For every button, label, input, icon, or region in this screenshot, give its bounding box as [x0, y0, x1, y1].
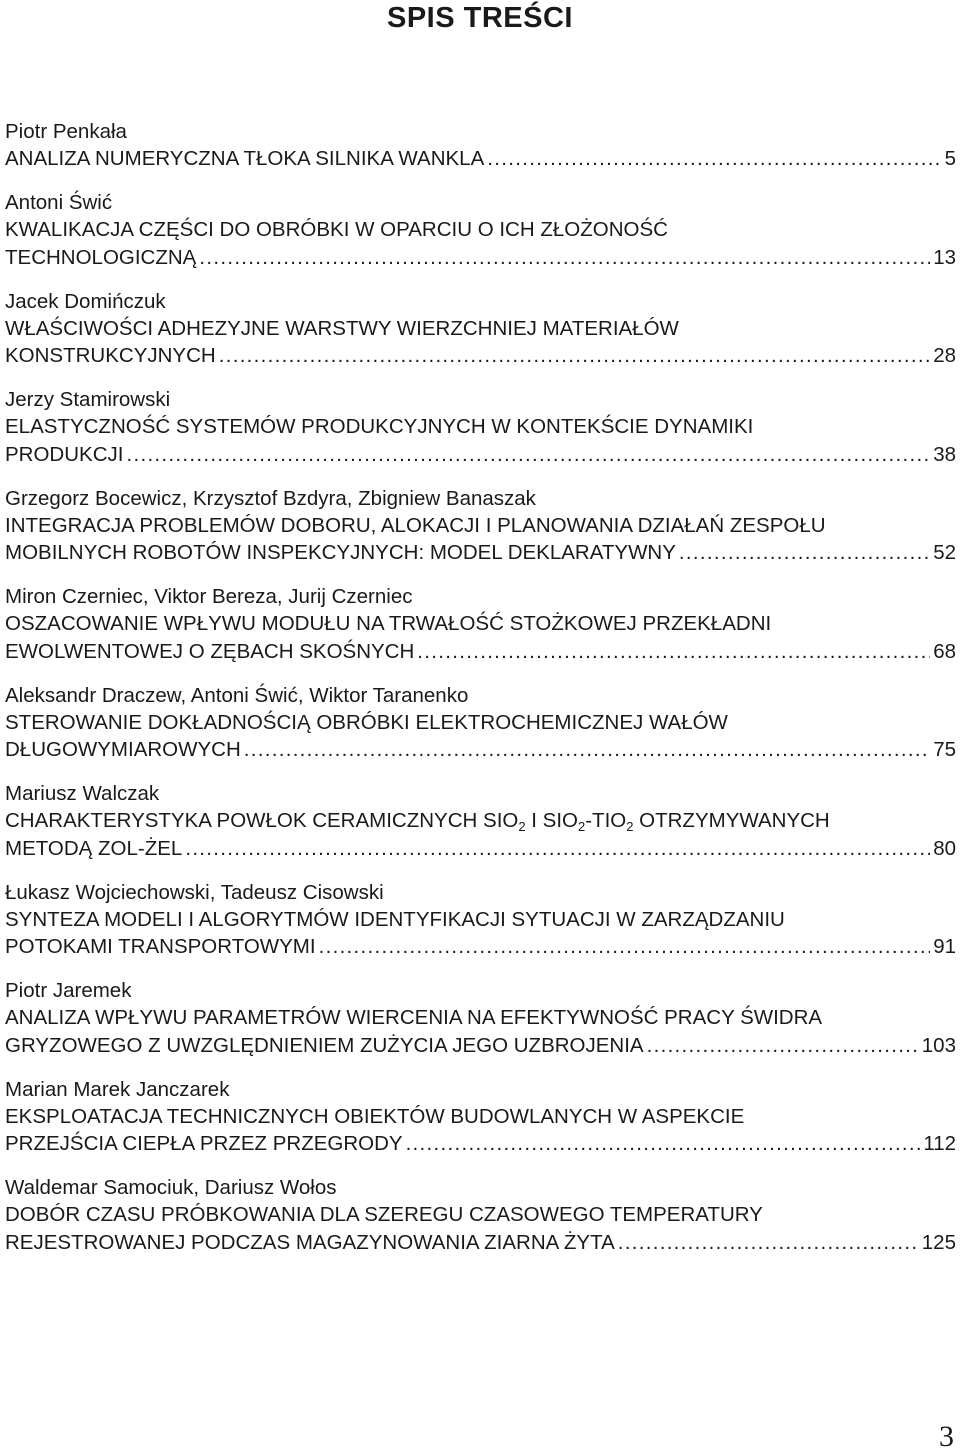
entry-authors: Grzegorz Bocewicz, Krzysztof Bzdyra, Zbigniew Banaszak: [5, 486, 536, 510]
entry-title-last-line[interactable]: [5, 342, 956, 370]
entry-title-line: INTEGRACJA PROBLEMÓW DOBORU, ALOKACJI I PLANOWANIA DZIAŁAŃ ZESPOŁU: [5, 513, 826, 537]
entry-page-number: 28: [933, 344, 956, 367]
dot-leader: [647, 1032, 919, 1060]
entry-page-number: 13: [933, 245, 956, 269]
dot-leader: [679, 539, 930, 567]
entry-page-number: 68: [933, 639, 956, 663]
entry-page-number: 91: [933, 935, 956, 958]
entry-title-line: ANALIZA WPŁYWU PARAMETRÓW WIERCENIA NA EFEKTYWNOŚĆ PRACY ŚWIDRA: [5, 1006, 823, 1029]
entry-title-line: DOBÓR CZASU PRÓBKOWANIA DLA SZEREGU CZASOWEGO TEMPERATURY: [5, 1203, 763, 1226]
entry-title: KONSTRUKCYJNYCH: [5, 344, 216, 367]
entry-title-line: WŁAŚCIWOŚCI ADHEZYJNE WARSTWY WIERZCHNIEJ MATERIAŁÓW: [5, 316, 679, 340]
title-text: CHARAKTERYSTYKA POWŁOK CERAMICZNYCH SIO: [5, 809, 519, 832]
entry-title: DŁUGOWYMIAROWYCH: [5, 738, 241, 761]
subscript: 2: [518, 819, 526, 834]
dot-leader: [417, 638, 930, 666]
entry-authors: Miron Czerniec, Viktor Bereza, Jurij Czerniec: [5, 585, 413, 608]
entry-page-number: 75: [933, 738, 956, 761]
entry-title-last-line[interactable]: [5, 1130, 956, 1158]
entry-page-number: 52: [933, 541, 956, 564]
entry-page-number: 5: [944, 147, 956, 170]
subscript: 2: [626, 819, 634, 834]
dot-leader: [219, 342, 930, 370]
dot-leader: [199, 244, 930, 272]
entry-authors: Aleksandr Draczew, Antoni Świć, Wiktor Taranenko: [5, 683, 469, 707]
entry-page-number: 125: [921, 1230, 956, 1254]
page-title: SPIS TREŚCI: [387, 2, 573, 34]
entry-title-line: KWALIKACJA CZĘŚCI DO OBRÓBKI W OPARCIU O ICH ZŁOŻONOŚĆ: [5, 218, 668, 241]
entry-title-last-line[interactable]: [5, 441, 956, 469]
toc-entry: [5, 1076, 956, 1158]
entry-title-line: STEROWANIE DOKŁADNOŚCIĄ OBRÓBKI ELEKTROCHEMICZNEJ WAŁÓW: [5, 710, 728, 734]
subscript: 2: [578, 819, 586, 834]
dot-leader: [185, 835, 930, 863]
entry-title-line: EKSPLOATACJA TECHNICZNYCH OBIEKTÓW BUDOWLANYCH W ASPEKCIE: [5, 1104, 745, 1128]
entry-title: REJESTROWANEJ PODCZAS MAGAZYNOWANIA ZIARNA ŻYTA: [5, 1230, 615, 1254]
entry-title-last-line[interactable]: [5, 145, 956, 173]
entry-title-last-line[interactable]: [5, 244, 956, 272]
entry-authors: Piotr Jaremek: [5, 979, 132, 1002]
entry-title-last-line[interactable]: [5, 638, 956, 666]
entry-authors: Jacek Domińczuk: [5, 289, 166, 313]
toc-entry: [5, 485, 956, 567]
toc-entry: [5, 977, 956, 1059]
dot-leader: [406, 1130, 921, 1158]
dot-leader: [126, 441, 930, 469]
toc-entry: [5, 583, 956, 665]
toc-entry: [5, 682, 956, 764]
entry-title: TECHNOLOGICZNĄ: [5, 245, 197, 269]
entry-title-line: OSZACOWANIE WPŁYWU MODUŁU NA TRWAŁOŚĆ STOŻKOWEJ PRZEKŁADNI: [5, 612, 772, 635]
table-of-contents: [5, 118, 956, 1273]
entry-page-number: 112: [923, 1132, 956, 1155]
entry-authors: Marian Marek Janczarek: [5, 1077, 230, 1101]
page-folio-number: 3: [939, 1420, 954, 1453]
toc-entry: [5, 118, 956, 173]
entry-title-line: ELASTYCZNOŚĆ SYSTEMÓW PRODUKCYJNYCH W KONTEKŚCIE DYNAMIKI: [5, 415, 754, 438]
entry-title-line: SYNTEZA MODELI I ALGORYTMÓW IDENTYFIKACJI SYTUACJI W ZARZĄDZANIU: [5, 907, 785, 931]
toc-entry: [5, 780, 956, 862]
toc-entry: [5, 1174, 956, 1256]
entry-title: PRODUKCJI: [5, 442, 124, 466]
entry-authors: Jerzy Stamirowski: [5, 388, 171, 411]
title-text: I SIO: [525, 809, 578, 832]
entry-title: METODĄ ZOL-ŻEL: [5, 836, 183, 860]
title-text: -TIO: [585, 809, 627, 832]
dot-leader: [319, 933, 931, 961]
entry-title-line: [5, 807, 956, 835]
dot-leader: [487, 145, 941, 173]
toc-entry: [5, 288, 956, 370]
entry-title-last-line[interactable]: [5, 736, 956, 764]
toc-entry: [5, 189, 956, 271]
entry-title-last-line[interactable]: [5, 1032, 956, 1060]
entry-authors: Łukasz Wojciechowski, Tadeusz Cisowski: [5, 880, 384, 904]
entry-page-number: 38: [933, 442, 956, 466]
dot-leader: [244, 736, 930, 764]
entry-title: ANALIZA NUMERYCZNA TŁOKA SILNIKA WANKLA: [5, 147, 485, 170]
toc-entry: [5, 879, 956, 961]
entry-title-last-line[interactable]: [5, 835, 956, 863]
entry-title: POTOKAMI TRANSPORTOWYMI: [5, 935, 316, 958]
entry-authors: Antoni Świć: [5, 191, 113, 214]
entry-title: PRZEJŚCIA CIEPŁA PRZEZ PRZEGRODY: [5, 1132, 403, 1155]
entry-title-last-line[interactable]: [5, 1229, 956, 1257]
entry-page-number: 103: [921, 1033, 956, 1057]
entry-title-last-line[interactable]: [5, 933, 956, 961]
toc-entry: [5, 386, 956, 468]
entry-page-number: 80: [933, 836, 956, 860]
entry-title: EWOLWENTOWEJ O ZĘBACH SKOŚNYCH: [5, 639, 415, 663]
dot-leader: [618, 1229, 919, 1257]
entry-title: MOBILNYCH ROBOTÓW INSPEKCYJNYCH: MODEL DEKLARATYWNY: [5, 541, 676, 564]
entry-authors: Waldemar Samociuk, Dariusz Wołos: [5, 1176, 337, 1199]
entry-title: GRYZOWEGO Z UWZGLĘDNIENIEM ZUŻYCIA JEGO UZBROJENIA: [5, 1033, 644, 1057]
title-text: OTRZYMYWANYCH: [633, 809, 830, 832]
entry-authors: Piotr Penkała: [5, 120, 127, 143]
entry-title-last-line[interactable]: [5, 539, 956, 567]
entry-authors: Mariusz Walczak: [5, 782, 160, 805]
